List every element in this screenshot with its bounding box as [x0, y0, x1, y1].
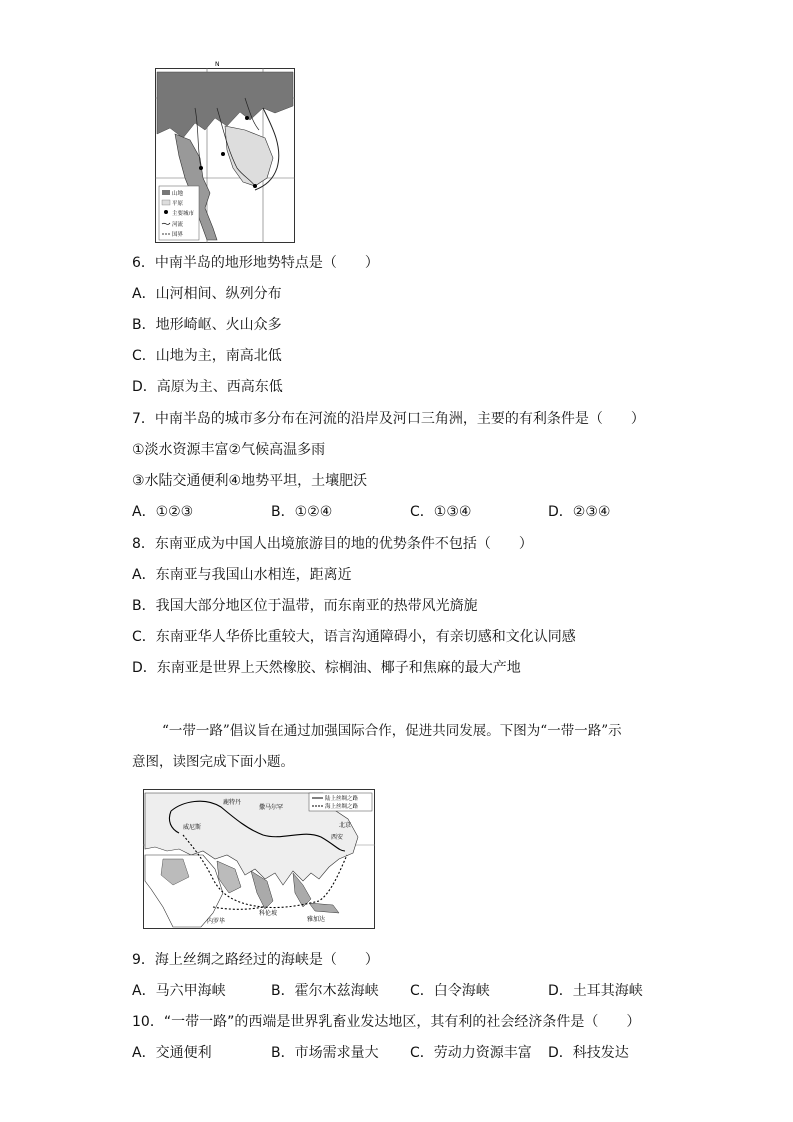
- question-10-stem: 10．“一带一路”的西端是世界乳畜业发达地区，其有利的社会经济条件是（ ）: [132, 1014, 641, 1030]
- map2-label-0: 鹿特丹: [223, 799, 242, 806]
- q9-option-a[interactable]: A．马六甲海峡: [132, 983, 226, 999]
- map2-label-5: 雅加达: [307, 916, 326, 923]
- map1-lat-label: N: [215, 61, 220, 68]
- map1-legend-1: 平原: [172, 201, 184, 207]
- map2-legend-land: 陆上丝绸之路: [325, 796, 359, 802]
- map2-legend-sea: 海上丝绸之路: [325, 804, 359, 810]
- map2-label-4: 科伦坡: [259, 910, 278, 917]
- q8-option-c[interactable]: C．东南亚华人华侨比重较大，语言沟通障碍小，有亲切感和文化认同感: [132, 629, 576, 645]
- q7-option-c[interactable]: C．①③④: [410, 504, 472, 520]
- map1-legend-3: 河流: [172, 222, 184, 228]
- q10-option-b[interactable]: B．市场需求量大: [271, 1045, 379, 1061]
- map2-label-7: 北京: [339, 822, 352, 829]
- map2-label-6: 内罗毕: [207, 918, 226, 925]
- indochina-map: [155, 61, 295, 243]
- question-8-stem: 8．东南亚成为中国人出境旅游目的地的优势条件不包括（ ）: [132, 536, 533, 552]
- q7-option-d[interactable]: D．②③④: [548, 504, 611, 520]
- map2-label-1: 威尼斯: [183, 824, 202, 831]
- map1-legend-2: 主要城市: [172, 211, 195, 217]
- q6-option-a[interactable]: A．山河相间、纵列分布: [132, 286, 282, 302]
- belt-road-map: [143, 789, 375, 929]
- q9-option-c[interactable]: C．白令海峡: [410, 983, 490, 999]
- map2-label-2: 撒马尔罕: [259, 804, 284, 811]
- q10-option-d[interactable]: D．科技发达: [548, 1045, 629, 1061]
- q9-option-b[interactable]: B．霍尔木兹海峡: [271, 983, 379, 999]
- intro-line-1: “一带一路”倡议旨在通过加强国际合作，促进共同发展。下图为“一带一路”示: [162, 723, 622, 739]
- intro-line-2: 意图，读图完成下面小题。: [132, 754, 294, 770]
- q7-option-b[interactable]: B．①②④: [271, 504, 333, 520]
- q8-option-a[interactable]: A．东南亚与我国山水相连，距离近: [132, 567, 352, 583]
- map1-legend-4: 国界: [172, 232, 184, 238]
- q10-option-c[interactable]: C．劳动力资源丰富: [410, 1045, 532, 1061]
- q8-option-b[interactable]: B．我国大部分地区位于温带，而东南亚的热带风光旖旎: [132, 598, 478, 614]
- q9-option-d[interactable]: D．土耳其海峡: [548, 983, 643, 999]
- map2-label-3: 西安: [331, 834, 344, 841]
- question-9-stem: 9．海上丝绸之路经过的海峡是（ ）: [132, 952, 379, 968]
- map1-legend-0: 山地: [172, 191, 184, 197]
- q6-option-d[interactable]: D．高原为主、西高东低: [132, 379, 283, 395]
- q6-option-b[interactable]: B．地形崎岖、火山众多: [132, 317, 282, 333]
- question-6-stem: 6．中南半岛的地形地势特点是（ ）: [132, 255, 379, 271]
- q7-choice-line-1: ①淡水资源丰富②气候高温多雨: [132, 442, 326, 458]
- q7-choice-line-2: ③水陆交通便利④地势平坦，土壤肥沃: [132, 473, 368, 489]
- q8-option-d[interactable]: D．东南亚是世界上天然橡胶、棕榈油、椰子和焦麻的最大产地: [132, 660, 521, 676]
- q10-option-a[interactable]: A．交通便利: [132, 1045, 212, 1061]
- q6-option-c[interactable]: C．山地为主，南高北低: [132, 348, 282, 364]
- question-7-stem: 7．中南半岛的城市多分布在河流的沿岸及河口三角洲，主要的有利条件是（ ）: [132, 411, 645, 427]
- q7-option-a[interactable]: A．①②③: [132, 504, 194, 520]
